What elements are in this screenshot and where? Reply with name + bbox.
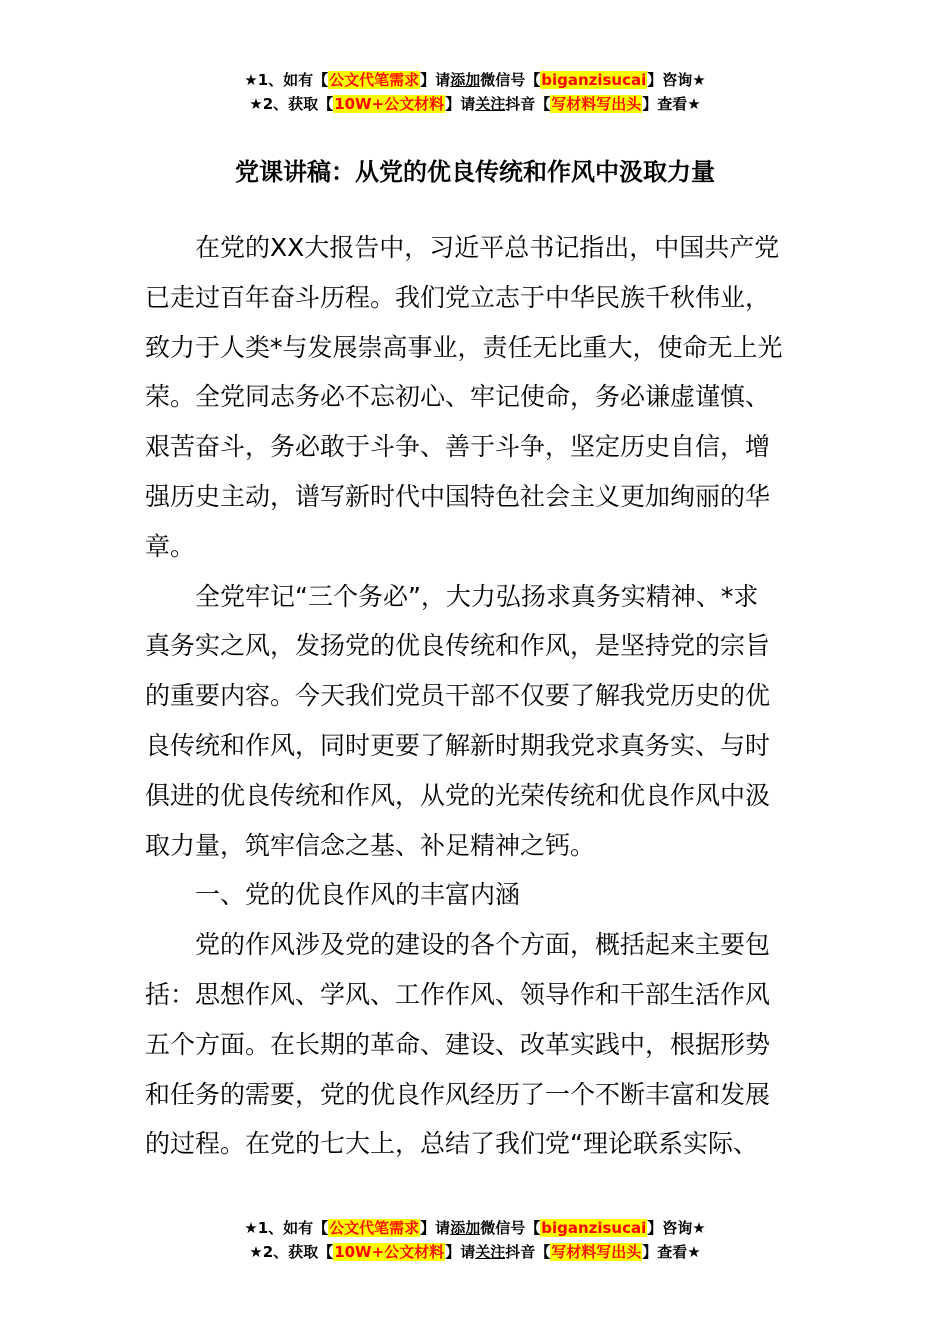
banner-text: 】请 [445,1243,476,1261]
text-line: 俱进的优良传统和作风，从党的光荣传统和优良作风中汲 [145,780,771,810]
banner-text: ★1、如有【 [244,1219,329,1237]
highlighted-text: 10W+公文材料 [334,95,445,113]
highlighted-text: biganzisucai [541,71,647,89]
document-body [145,223,810,1169]
text-line: 致力于人类*与发展崇高事业，责任无比重大，使命无上光 [145,332,783,362]
footer-banner [0,1216,950,1264]
highlighted-text: 公文代笔需求 [329,1219,420,1237]
text-line: 荣。全党同志务必不忘初心、牢记使命，务必谦虚谨慎、 [145,382,771,412]
underlined-text: 添加 [450,71,481,89]
banner-text: 】请 [420,1219,451,1237]
highlighted-text: 10W+公文材料 [334,1243,445,1261]
banner-text: 微信号【 [480,71,541,89]
banner-text: 微信号【 [480,1219,541,1237]
banner-text: 】查看★ [642,95,701,113]
highlighted-text: 写材料写出头 [551,95,642,113]
text-line: 和任务的需要，党的优良作风经历了一个不断丰富和发展 [145,1079,771,1109]
underlined-text: 关注 [475,95,506,113]
text-line: 的过程。在党的七大上，总结了我们党“理论联系实际、 [145,1129,758,1159]
text-line: 括：思想作风、学风、工作作风、领导作和干部生活作风 [145,979,771,1009]
banner-text: 抖音【 [505,1243,551,1261]
banner-line-2 [0,1240,950,1264]
underlined-text: 关注 [475,1243,506,1261]
text-line: 章。 [145,531,196,561]
banner-text: 】请 [445,95,476,113]
highlighted-text: biganzisucai [541,1219,647,1237]
banner-text: 】查看★ [642,1243,701,1261]
text-line: 在党的XX大报告中，习近平总书记指出，中国共产党 [195,233,780,262]
text-line: 强历史主动，谱写新时代中国特色社会主义更加绚丽的华 [145,481,771,511]
text-line: 良传统和作风，同时更要了解新时期我党求真务实、与时 [145,730,771,760]
banner-text: ★2、获取【 [249,95,334,113]
banner-text: ★2、获取【 [249,1243,334,1261]
section-heading: 一、党的优良作风的丰富内涵 [195,880,521,910]
banner-line-1 [0,1216,950,1240]
text-line: 取力量，筑牢信念之基、补足精神之钙。 [145,830,596,860]
text-line: 的重要内容。今天我们党员干部不仅要了解我党历史的优 [145,681,771,711]
banner-text: 抖音【 [505,95,551,113]
highlighted-text: 公文代笔需求 [329,71,420,89]
underlined-text: 添加 [450,1219,481,1237]
header-banner [0,68,950,116]
banner-text: ★1、如有【 [244,71,329,89]
banner-text: 】咨询★ [647,71,706,89]
text-line: 真务实之风，发扬党的优良传统和作风，是坚持党的宗旨 [145,631,771,661]
text-line: 党的作风涉及党的建设的各个方面，概括起来主要包 [195,930,771,960]
banner-line-1 [0,68,950,92]
text-line: 艰苦奋斗，务必敢于斗争、善于斗争，坚定历史自信，增 [145,432,771,462]
text-line: 五个方面。在长期的革命、建设、改革实践中，根据形势 [145,1029,771,1059]
highlighted-text: 写材料写出头 [551,1243,642,1261]
text-line: 已走过百年奋斗历程。我们党立志于中华民族千秋伟业， [145,282,771,312]
document-title: 党课讲稿：从党的优良传统和作风中汲取力量 [235,158,715,186]
text-line: 全党牢记“三个务必”，大力弘扬求真务实精神、*求 [195,581,759,611]
banner-line-2 [0,92,950,116]
banner-text: 】咨询★ [647,1219,706,1237]
banner-text: 】请 [420,71,451,89]
